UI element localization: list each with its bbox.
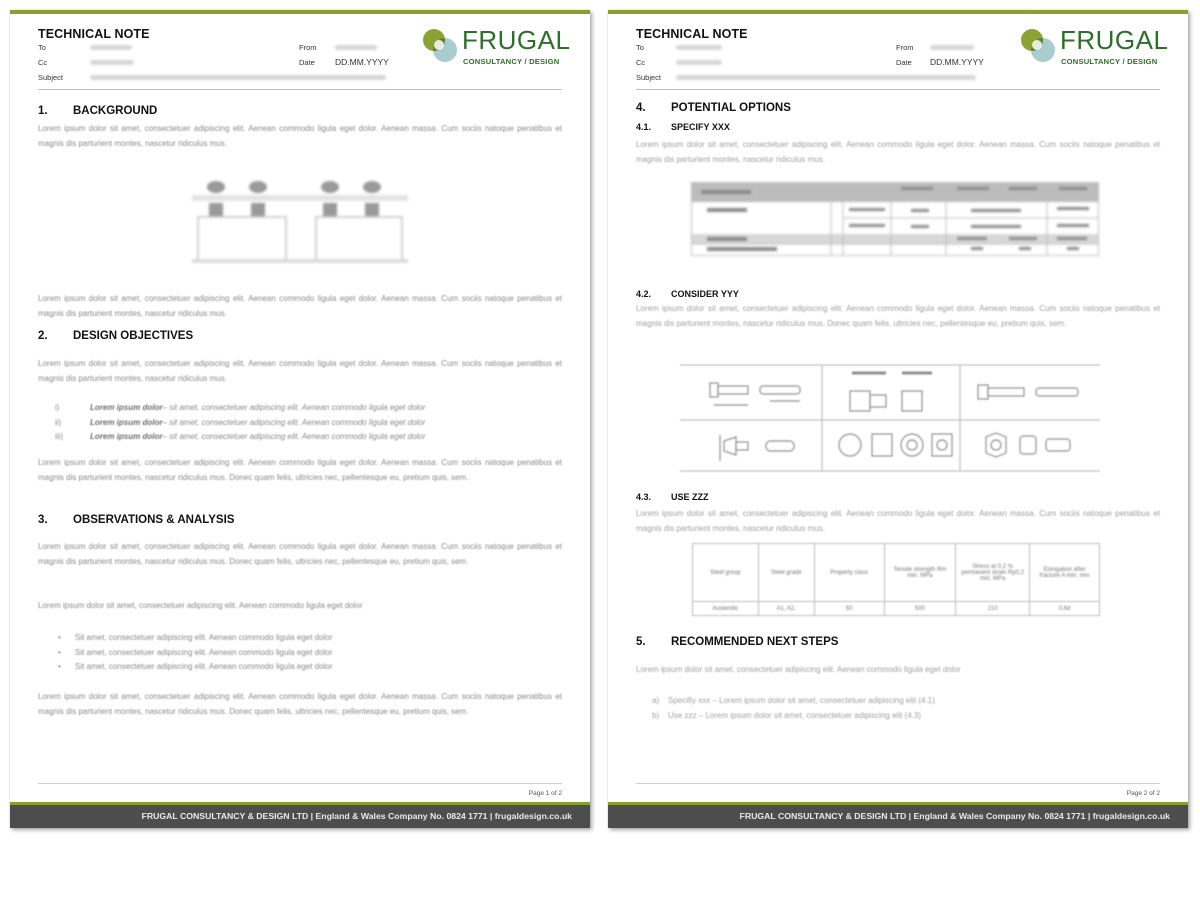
observations-paragraph-3: Lorem ipsum dolor sit amet, consectetuer adipiscing elit. Aenean commodo ligula eget dolor. Aenean massa. Cum sociis natoque penatibus et magnis dis parturient montes, nascetur ridiculus mus. Donec quam felis, ultricies nec, pellentesque eu, pretium quis, sem. — [38, 692, 562, 716]
footer-company-band: FRUGAL CONSULTANCY & DESIGN LTD | England & Wales Company No. 0824 1771 | frugaldesign.co.uk — [10, 805, 590, 828]
from-label: From — [299, 43, 317, 52]
table-cell: 500 — [884, 602, 956, 616]
page-number: Page 2 of 2 — [1126, 790, 1160, 797]
cc-label: Cc — [38, 58, 48, 67]
to-label: To — [636, 43, 644, 52]
list-item-text: Use zzz – Lorem ipsum dolor sit amet, consectetuer adipiscing elit (4.3) — [668, 710, 921, 720]
section-number: 3. — [38, 514, 48, 526]
list-item-text: – sit amet, consectetuer adipiscing elit. Aenean commodo ligula eget dolor — [162, 403, 426, 412]
table-cell: 50 — [814, 602, 884, 616]
use-zzz-paragraph: Lorem ipsum dolor sit amet, consectetuer adipiscing elit. Aenean commodo ligula eget dolor. Aenean massa. Cum sociis natoque penatibus et magnis dis parturient montes, nascetur ridiculus mus. — [636, 509, 1160, 533]
list-marker: b) — [652, 710, 660, 720]
section-number: 5. — [636, 636, 646, 648]
footer-divider — [38, 783, 562, 784]
list-item-bold: Lorem ipsum dolor — [90, 417, 163, 427]
design-objectives-paragraph-2: Lorem ipsum dolor sit amet, consectetuer adipiscing elit. Aenean commodo ligula eget dolor. Aenean massa. Cum sociis natoque penatibus et magnis dis parturient montes, nascetur ridiculus mus. Donec quam felis, ultricies nec, pellentesque eu, pretium quis, sem. — [38, 458, 562, 482]
list-item-text: – sit amet, consectetuer adipiscing elit. Aenean commodo ligula eget dolor — [162, 417, 426, 427]
section-title: OBSERVATIONS & ANALYSIS — [73, 514, 235, 526]
section-title: DESIGN OBJECTIVES — [73, 330, 194, 342]
table-header-cell: Stress at 0,2 % permanent strain Rp0,2 min. MPa — [956, 544, 1030, 602]
list-item-bold: Lorem ipsum dolor — [90, 432, 163, 441]
table-cell: 0,6d — [1030, 602, 1100, 616]
subject-label: Subject — [636, 73, 662, 82]
table-cell: Austenitic — [693, 602, 759, 616]
to-label: To — [38, 43, 46, 52]
assembly-drawing-figure — [190, 173, 410, 265]
cc-value-redacted — [676, 60, 722, 65]
list-item — [55, 430, 425, 445]
design-objectives-paragraph-1: Lorem ipsum dolor sit amet, consectetuer adipiscing elit. Aenean commodo ligula eget dolor. Aenean massa. Cum sociis natoque penatibus et magnis dis parturient montes, nascetur ridiculus mus. — [38, 359, 562, 383]
subsection-title: USE ZZZ — [671, 492, 709, 502]
list-marker: ii) — [55, 417, 62, 427]
subsection-number: 4.3. — [636, 492, 652, 502]
subsection-heading-consider-yyy — [636, 289, 739, 299]
document-page-2 — [608, 10, 1188, 828]
list-item — [652, 709, 935, 724]
footer-company-band: FRUGAL CONSULTANCY & DESIGN LTD | England & Wales Company No. 0824 1771 | frugaldesign.co.uk — [608, 805, 1188, 828]
date-value: DD.MM.YYYY — [930, 57, 984, 67]
document-title: TECHNICAL NOTE — [636, 27, 748, 41]
objectives-roman-list — [55, 401, 425, 445]
next-steps-list — [652, 694, 935, 723]
list-item-text: Sit amet, consectetuer adipiscing elit. Aenean commodo ligula eget dolor — [75, 647, 333, 657]
section-heading-potential-options — [636, 102, 791, 114]
section-number: 4. — [636, 102, 646, 114]
subsection-heading-use-zzz — [636, 492, 709, 502]
logo-wordmark: FRUGAL — [1060, 25, 1169, 55]
subsection-heading-specify-xxx — [636, 122, 730, 132]
header-accent-bar — [10, 10, 590, 14]
subsection-number: 4.2. — [636, 289, 652, 299]
list-marker: a) — [652, 696, 660, 705]
header-accent-bar — [608, 10, 1188, 14]
table-header-row — [693, 544, 1100, 602]
bullet-icon: • — [58, 662, 61, 671]
logo-overlap-highlight — [1032, 40, 1042, 50]
consider-yyy-paragraph: Lorem ipsum dolor sit amet, consectetuer adipiscing elit. Aenean commodo ligula eget dolor. Aenean massa. Cum sociis natoque penatibus et magnis dis parturient montes, nascetur ridiculus mus. Donec quam felis, ultricies nec, pellentesque eu, pretium quis, sem. — [636, 304, 1160, 328]
subsection-title: SPECIFY XXX — [671, 122, 730, 132]
logo-wordmark: FRUGAL — [462, 25, 571, 55]
list-item-text: – sit amet, consectetuer adipiscing elit. Aenean commodo ligula eget dolor — [162, 432, 426, 441]
list-item — [58, 631, 332, 646]
footer-divider — [636, 783, 1160, 784]
list-item — [652, 694, 935, 709]
table-header-cell: Elongation after fracture A min. mm — [1030, 544, 1100, 602]
section-title: POTENTIAL OPTIONS — [671, 102, 791, 114]
list-item-text: Specifiy xxx – Lorem ipsum dolor sit amet, consectetuer adipiscing elit (4.1) — [668, 696, 935, 705]
observations-bullet-list — [58, 631, 332, 675]
header-divider — [38, 89, 562, 90]
next-steps-paragraph: Lorem ipsum dolor sit amet, consectetuer adipiscing elit. Aenean commodo ligula eget dolor — [636, 665, 961, 674]
table-header-cell: Steel grade — [758, 544, 814, 602]
section-heading-background — [38, 105, 157, 117]
subject-value-redacted — [90, 75, 386, 80]
section-heading-next-steps — [636, 636, 838, 648]
table-header-cell: Tensile strength Rm min. MPa — [884, 544, 956, 602]
section-title: RECOMMENDED NEXT STEPS — [671, 636, 839, 648]
background-paragraph-2: Lorem ipsum dolor sit amet, consectetuer adipiscing elit. Aenean commodo ligula eget dolor. Aenean massa. Cum sociis natoque penatibus et magnis dis parturient montes, nascetur ridiculus mus. — [38, 294, 562, 318]
document-page-1 — [10, 10, 590, 828]
list-item-bold: Lorem ipsum dolor — [90, 403, 163, 412]
date-value: DD.MM.YYYY — [335, 57, 389, 67]
list-item — [58, 660, 332, 675]
list-item — [55, 416, 425, 431]
list-marker: iii) — [55, 432, 63, 441]
section-title: BACKGROUND — [73, 105, 158, 117]
from-value-redacted — [335, 45, 377, 50]
section-heading-design-objectives — [38, 330, 193, 342]
logo-tagline: CONSULTANCY / DESIGN — [1061, 57, 1158, 66]
specify-xxx-paragraph: Lorem ipsum dolor sit amet, consectetuer adipiscing elit. Aenean commodo ligula eget dolor. Aenean massa. Cum sociis natoque penatibus et magnis dis parturient montes, nascetur ridiculus mus. — [636, 140, 1160, 164]
list-marker: i) — [55, 403, 60, 412]
list-item — [55, 401, 425, 416]
from-value-redacted — [930, 45, 974, 50]
bullet-icon: • — [58, 633, 61, 642]
cc-value-redacted — [90, 60, 134, 65]
logo-tagline: CONSULTANCY / DESIGN — [463, 57, 560, 66]
list-item-text: Sit amet, consectetuer adipiscing elit. Aenean commodo ligula eget dolor — [75, 662, 333, 671]
subsection-number: 4.1. — [636, 122, 652, 132]
section-number: 2. — [38, 330, 48, 342]
fastener-drawings-figure — [680, 363, 1100, 475]
to-value-redacted — [90, 45, 132, 50]
table-header-cell: Steel group — [693, 544, 759, 602]
document-title: TECHNICAL NOTE — [38, 27, 150, 41]
list-item-text: Sit amet, consectetuer adipiscing elit. Aenean commodo ligula eget dolor — [75, 633, 333, 642]
section-number: 1. — [38, 105, 48, 117]
table-row — [693, 602, 1100, 616]
date-label: Date — [299, 58, 315, 67]
observations-paragraph-2: Lorem ipsum dolor sit amet, consectetuer adipiscing elit. Aenean commodo ligula eget dolor — [38, 601, 363, 610]
subject-label: Subject — [38, 73, 64, 82]
page-number: Page 1 of 2 — [528, 790, 562, 797]
bullet-icon: • — [58, 647, 61, 657]
logo-overlap-highlight — [434, 40, 444, 50]
table-cell: 210 — [956, 602, 1030, 616]
list-item — [58, 646, 332, 661]
subsection-title: CONSIDER YYY — [671, 289, 739, 299]
header-divider — [636, 89, 1160, 90]
to-value-redacted — [676, 45, 722, 50]
steel-properties-table — [692, 543, 1100, 616]
from-label: From — [896, 43, 914, 52]
background-paragraph-1: Lorem ipsum dolor sit amet, consectetuer adipiscing elit. Aenean commodo ligula eget dolor. Aenean massa. Cum sociis natoque penatibus et magnis dis parturient montes, nascetur ridiculus mus. — [38, 124, 562, 148]
observations-paragraph-1: Lorem ipsum dolor sit amet, consectetuer adipiscing elit. Aenean commodo ligula eget dolor. Aenean massa. Cum sociis natoque penatibus et magnis dis parturient montes, nascetur ridiculus mus. Donec quam felis, ultricies nec, pellentesque eu, pretium quis, sem. — [38, 542, 562, 566]
table-header-cell: Property class — [814, 544, 884, 602]
cc-label: Cc — [636, 58, 646, 67]
table-cell: A1, A2, — [758, 602, 814, 616]
frugal-logo — [1018, 26, 1178, 70]
frugal-logo — [420, 26, 580, 70]
date-label: Date — [896, 58, 912, 67]
subject-value-redacted — [676, 75, 976, 80]
dimensions-table-figure — [691, 182, 1099, 256]
section-heading-observations — [38, 514, 234, 526]
